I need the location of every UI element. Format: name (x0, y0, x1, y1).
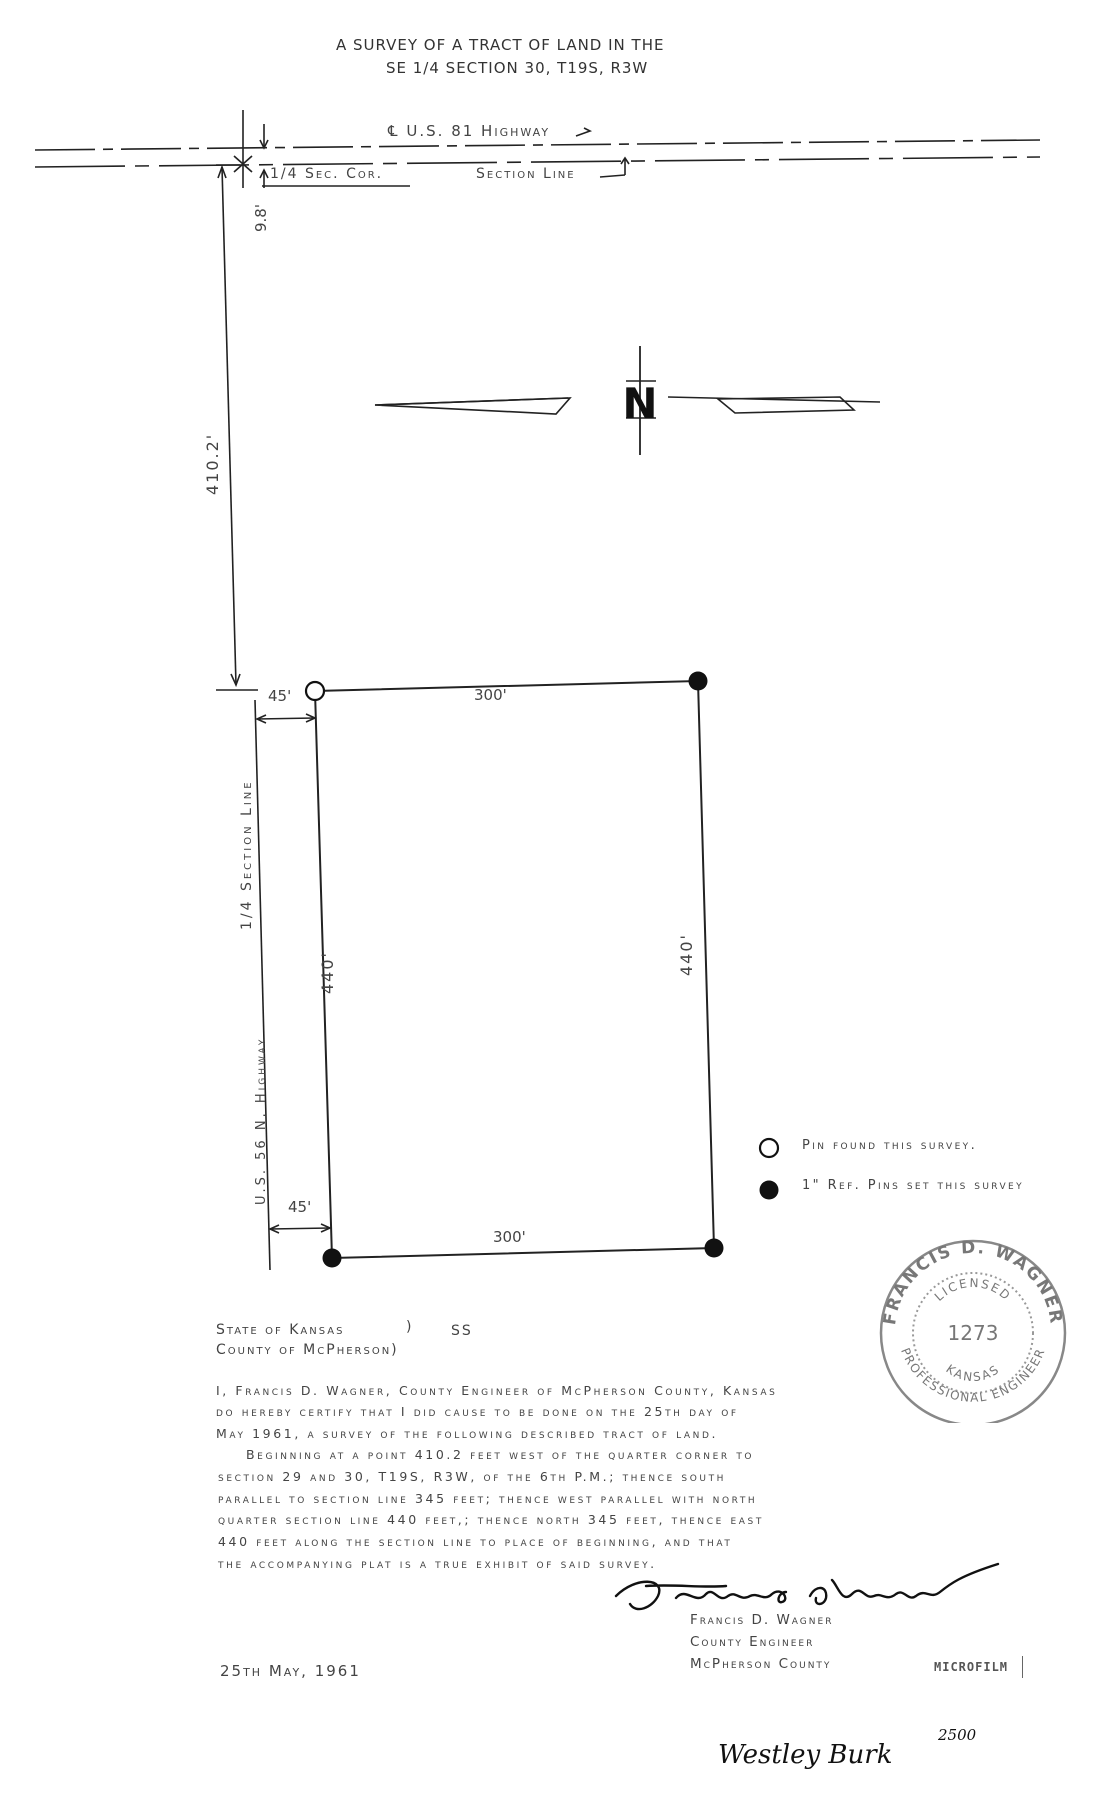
highway-56-label: U.S. 56 N. Highway (254, 1036, 269, 1205)
offset-98-label: 9.8' (252, 204, 270, 232)
dim-45-bottom-label: 45' (288, 1198, 312, 1216)
dim-45-top-label: 45' (268, 687, 292, 705)
highway-81-centerline (35, 140, 1040, 150)
legend-markers (756, 1136, 782, 1208)
cert-line: parallel to section line 345 feet; thence west parallel with north (218, 1491, 758, 1506)
engineer-seal-stamp (875, 1235, 1085, 1423)
venue-state: State of Kansas (216, 1322, 345, 1338)
north-letter: N (622, 379, 658, 428)
pin-set-marker (323, 1249, 342, 1268)
dim-300-bottom-label: 300' (493, 1228, 526, 1246)
dim-300-top-label: 300' (474, 686, 507, 704)
cert-line: the accompanying plat is a true exhibit of said survey. (218, 1556, 657, 1571)
dim-440-left-label: 440' (318, 951, 337, 994)
signatory-county: McPherson County (690, 1656, 832, 1672)
cert-line: 440 feet along the section line to place of beginning, and that (218, 1534, 733, 1549)
handwritten-amount: 2500 (938, 1726, 977, 1744)
cert-line: section 29 and 30, T19S, R3W, of the 6th P.M.; thence south (218, 1469, 727, 1484)
section-line-label: Section Line (476, 166, 576, 182)
quarter-section-corner-label: 1/4 Sec. Cor. (270, 166, 384, 182)
venue-paren: ) (406, 1319, 414, 1335)
dim-45-top-line (257, 718, 315, 719)
legend-pin-found-text: Pin found this survey. (802, 1138, 978, 1153)
survey-title-line1: A SURVEY OF A TRACT OF LAND IN THE (336, 36, 665, 54)
handwritten-note: Westley Burk (718, 1740, 893, 1770)
highway-81-label: ℄ U.S. 81 Highway (388, 122, 551, 140)
cert-line: Beginning at a point 410.2 feet west of the quarter corner to (246, 1447, 755, 1462)
microfilm-divider (1022, 1656, 1023, 1678)
survey-title-line2: SE 1/4 SECTION 30, T19S, R3W (386, 59, 649, 77)
seal-number: 1273 (947, 1321, 999, 1345)
cert-line: I, Francis D. Wagner, County Engineer of McPherson County, Kansas (216, 1383, 778, 1398)
signatory-title: County Engineer (690, 1634, 815, 1650)
cert-line: quarter section line 440 feet,; thence north 345 feet, thence east (218, 1512, 764, 1527)
seal-name: FRANCIS D. WAGNER (880, 1237, 1066, 1327)
dim-410-line (222, 167, 236, 685)
legend-pin-found-icon (760, 1139, 778, 1157)
microfilm-stamp: MICROFILM (934, 1660, 1009, 1674)
pin-set-marker (689, 672, 708, 691)
dim-410-label: 410.2' (203, 432, 222, 495)
quarter-section-line-label: 1/4 Section Line (239, 779, 255, 930)
tract-boundary (315, 681, 714, 1258)
north-arrow-tail (375, 398, 570, 414)
pin-found-marker (306, 682, 324, 700)
venue-county: County of McPherson) (216, 1342, 399, 1358)
cert-line: do hereby certify that I did cause to be done on the 25th day of (216, 1404, 739, 1419)
seal-licensed: LICENSED (931, 1275, 1015, 1304)
legend-pin-set-icon (760, 1181, 779, 1200)
legend-pins-set-text: 1" Ref. Pins set this survey (802, 1178, 1025, 1193)
cert-line: May 1961, a survey of the following described tract of land. (216, 1426, 719, 1441)
venue-ss: SS (451, 1323, 473, 1339)
survey-date: 25th May, 1961 (220, 1662, 361, 1680)
dim-45-bottom-line (270, 1228, 330, 1229)
svg-text:LICENSED (932, 1276, 1014, 1304)
dim-440-right-label: 440' (677, 933, 696, 976)
signatory-name: Francis D. Wagner (690, 1612, 834, 1628)
svg-text:KANSAS (943, 1362, 1002, 1385)
seal-professional: PROFESSIONAL ENGINEER (898, 1345, 1048, 1405)
pin-set-marker (705, 1239, 724, 1258)
seal-state: KANSAS (943, 1361, 1003, 1385)
